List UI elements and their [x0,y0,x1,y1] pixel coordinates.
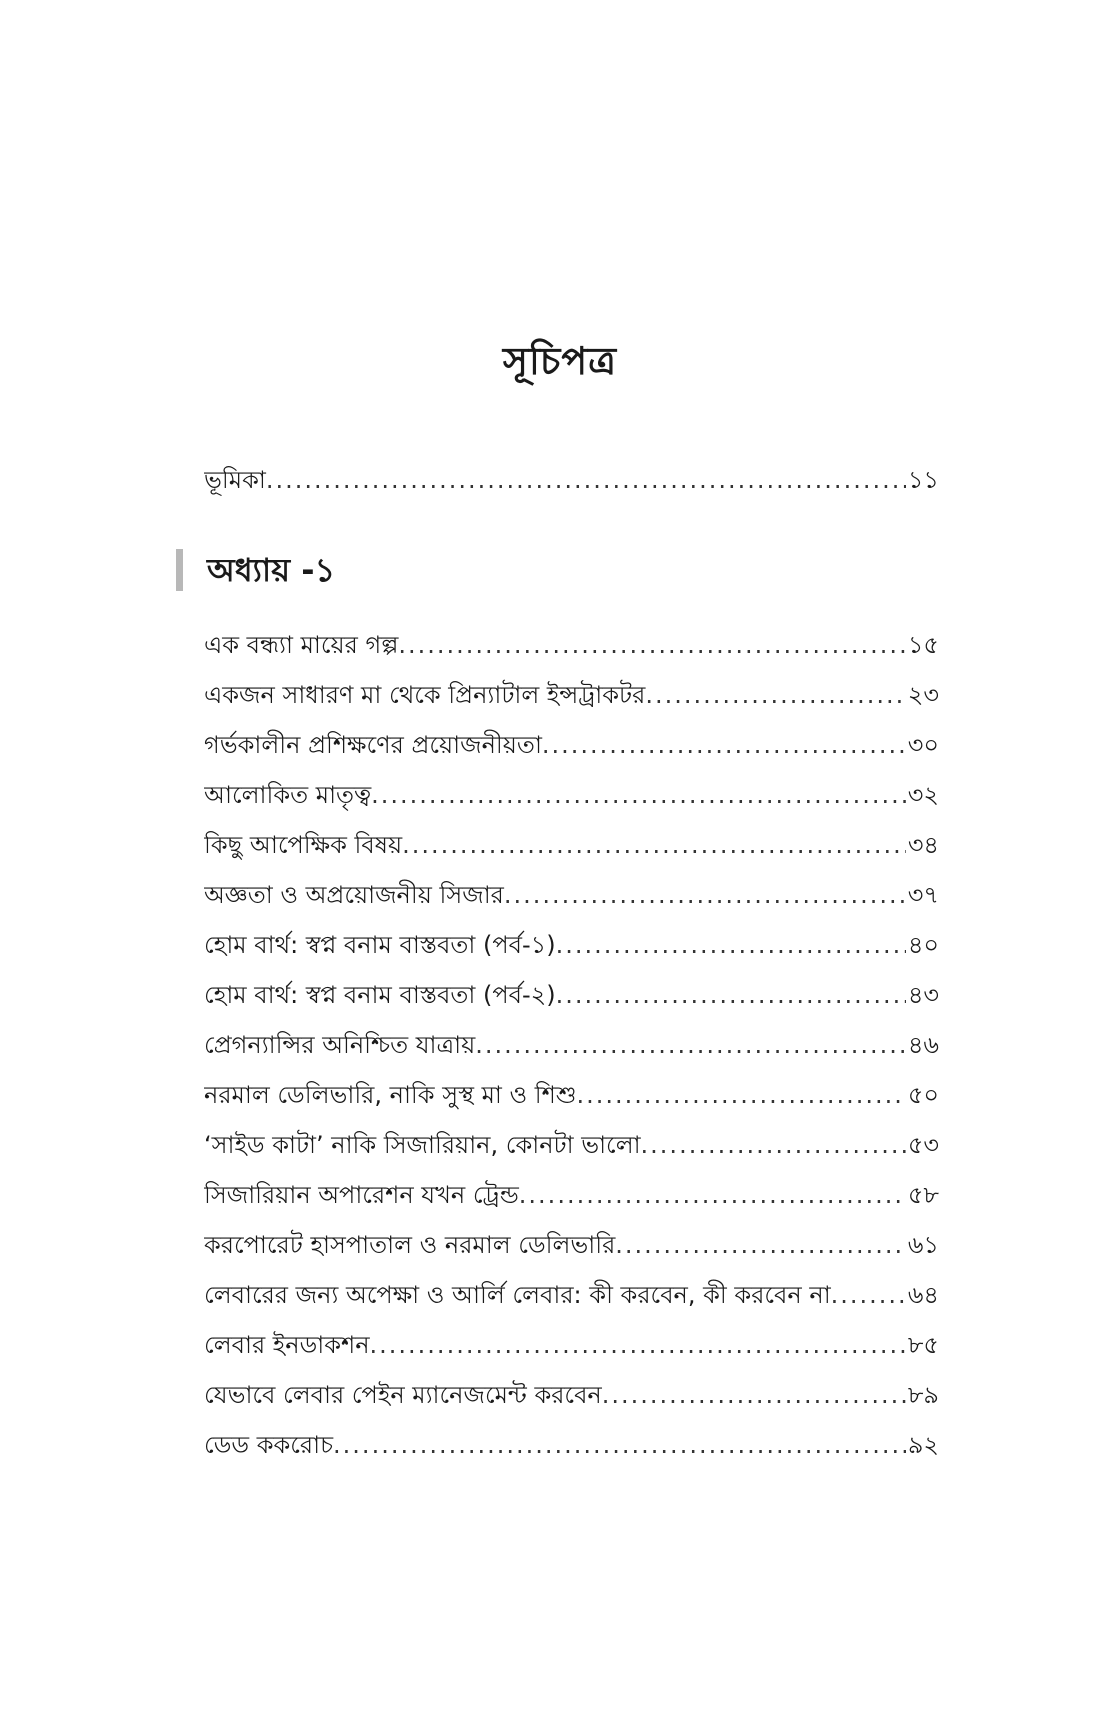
toc-entry-page: ৪৩ [907,981,939,1009]
toc-entry [204,875,939,915]
leader-dots [602,1375,906,1415]
leader-dots [556,975,906,1015]
toc-entry-label: প্রেগন্যান্সির অনিশ্চিত যাত্রায় [204,1031,476,1059]
toc-entry-page: ৯২ [907,1431,939,1459]
toc-entry [204,775,939,815]
toc-entry-page: ৮৯ [907,1381,939,1409]
toc-entry [204,1175,939,1215]
toc-entry-page: ৮৫ [907,1331,939,1359]
toc-entry [204,1425,939,1465]
toc-entry [204,1225,939,1265]
toc-entry [204,1325,939,1365]
toc-entry-label: করপোরেট হাসপাতাল ও নরমাল ডেলিভারি [204,1231,616,1259]
leader-dots [519,1175,906,1215]
toc-entry-label: যেভাবে লেবার পেইন ম্যানেজমেন্ট করবেন [204,1381,602,1409]
toc-entry-label: হোম বার্থ: স্বপ্ন বনাম বাস্তবতা (পর্ব-২) [204,981,556,1009]
toc-entry [204,975,939,1015]
toc-entry-label: নরমাল ডেলিভারি, নাকি সুস্থ মা ও শিশু [204,1081,577,1109]
toc-entry-page: ৩৭ [907,881,939,909]
toc-entry-label: ‘সাইড কাটা’ নাকি সিজারিয়ান, কোনটা ভালো [204,1131,641,1159]
leader-dots [370,1325,906,1365]
toc-entry-page: ৬৪ [907,1281,939,1309]
leader-dots [398,625,905,665]
toc-entry-page: ২৩ [907,681,939,709]
leader-dots [333,1425,906,1465]
toc-entry-label: সিজারিয়ান অপারেশন যখন ট্রেন্ড [204,1181,519,1209]
chapter-heading: অধ্যায় -১ [207,551,336,589]
toc-entry-page: ৩০ [907,731,939,759]
toc-entry [204,675,939,715]
chapter-heading-block [176,548,335,592]
toc-entry-label: অজ্ঞতা ও অপ্রয়োজনীয় সিজার [204,881,504,909]
leader-dots [615,1225,906,1265]
toc-entry-page: ১৫ [907,631,939,659]
toc-entry-page: ৬১ [907,1231,939,1259]
toc-entry [204,925,939,965]
toc-entry-label: আলোকিত মাতৃত্ব [204,781,372,809]
toc-entry [204,725,939,765]
toc-entry [204,1275,939,1315]
toc-entry-label: ডেড ককরোচ [204,1431,334,1459]
leader-dots [542,725,906,765]
toc-entry-page: ৪০ [907,931,939,959]
toc-entry [204,1375,939,1415]
toc-entry [204,625,939,665]
leader-dots [641,1125,906,1165]
toc-entry-preface [204,460,939,500]
leader-dots [645,675,905,715]
leader-dots [577,1075,906,1115]
chapter-marker-bar [176,549,183,591]
toc-entry-page: ৫০ [907,1081,939,1109]
toc-entry [204,1075,939,1115]
toc-entry-page: ৫৩ [907,1131,939,1159]
toc-entry-label: লেবারের জন্য অপেক্ষা ও আর্লি লেবার: কী করবেন, কী করবেন না [204,1281,831,1309]
leader-dots [402,825,906,865]
toc-entry-label: কিছু আপেক্ষিক বিষয় [204,831,403,859]
toc-entry-label: এক বন্ধ্যা মায়ের গল্প [204,631,399,659]
toc-entry [204,1025,939,1065]
toc-entry-label: একজন সাধারণ মা থেকে প্রিন্যাটাল ইন্সট্রাকটর [204,681,646,709]
leader-dots [831,1275,906,1315]
page-title: সূচিপত্র [502,339,618,383]
toc-entry-label: লেবার ইনডাকশন [204,1331,370,1359]
toc-entry [204,1125,939,1165]
toc-entry-label: ভূমিকা [204,466,266,494]
toc-entry-label: হোম বার্থ: স্বপ্ন বনাম বাস্তবতা (পর্ব-১) [204,931,556,959]
leader-dots [266,460,906,500]
toc-entry-page: ৪৬ [907,1031,939,1059]
toc-entry-page: ১১ [907,466,939,494]
leader-dots [475,1025,906,1065]
toc-entry-page: ৫৮ [907,1181,939,1209]
leader-dots [504,875,906,915]
toc-entry-page: ৩২ [907,781,939,809]
leader-dots [556,925,906,965]
toc-entry-page: ৩৪ [907,831,939,859]
toc-entry-label: গর্ভকালীন প্রশিক্ষণের প্রয়োজনীয়তা [204,731,542,759]
toc-entry [204,825,939,865]
leader-dots [371,775,906,815]
